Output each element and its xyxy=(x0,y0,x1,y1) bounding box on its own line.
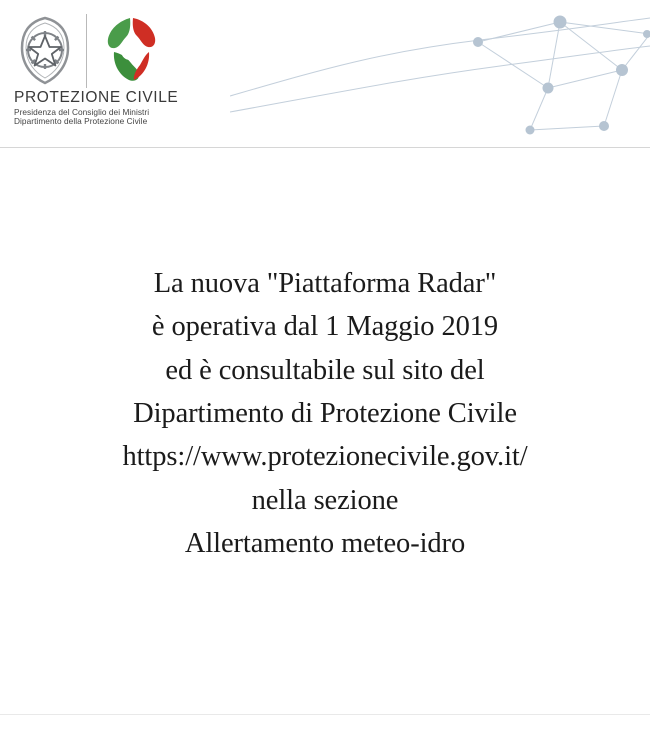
header-text-block xyxy=(14,90,178,126)
header-logos xyxy=(14,12,167,88)
announcement-message xyxy=(0,262,650,565)
message-line: La nuova "Piattaforma Radar" xyxy=(153,268,497,299)
organization-subtitle-2: Dipartimento della Protezione Civile xyxy=(14,115,148,126)
message-url[interactable]: https://www.protezionecivile.gov.it/ xyxy=(122,441,528,473)
message-line: Allertamento meteo-idro xyxy=(184,527,466,559)
header-divider xyxy=(0,147,650,148)
message-line: ed è consultabile sul sito del xyxy=(165,354,485,386)
republic-emblem-icon xyxy=(14,12,76,88)
logo-divider xyxy=(86,14,87,88)
network-nodes-graphic xyxy=(230,0,650,148)
organization-subtitle-1: Presidenza del Consiglio dei Ministri xyxy=(14,107,150,118)
page-header xyxy=(0,0,650,148)
message-line: nella sezione xyxy=(251,484,399,516)
footer-bar xyxy=(0,714,650,731)
organization-title: PROTEZIONE CIVILE xyxy=(14,89,179,106)
tricolor-swirl-icon xyxy=(97,12,167,88)
message-line: è operativa dal 1 Maggio 2019 xyxy=(151,311,499,343)
message-line: Dipartimento di Protezione Civile xyxy=(133,397,517,429)
